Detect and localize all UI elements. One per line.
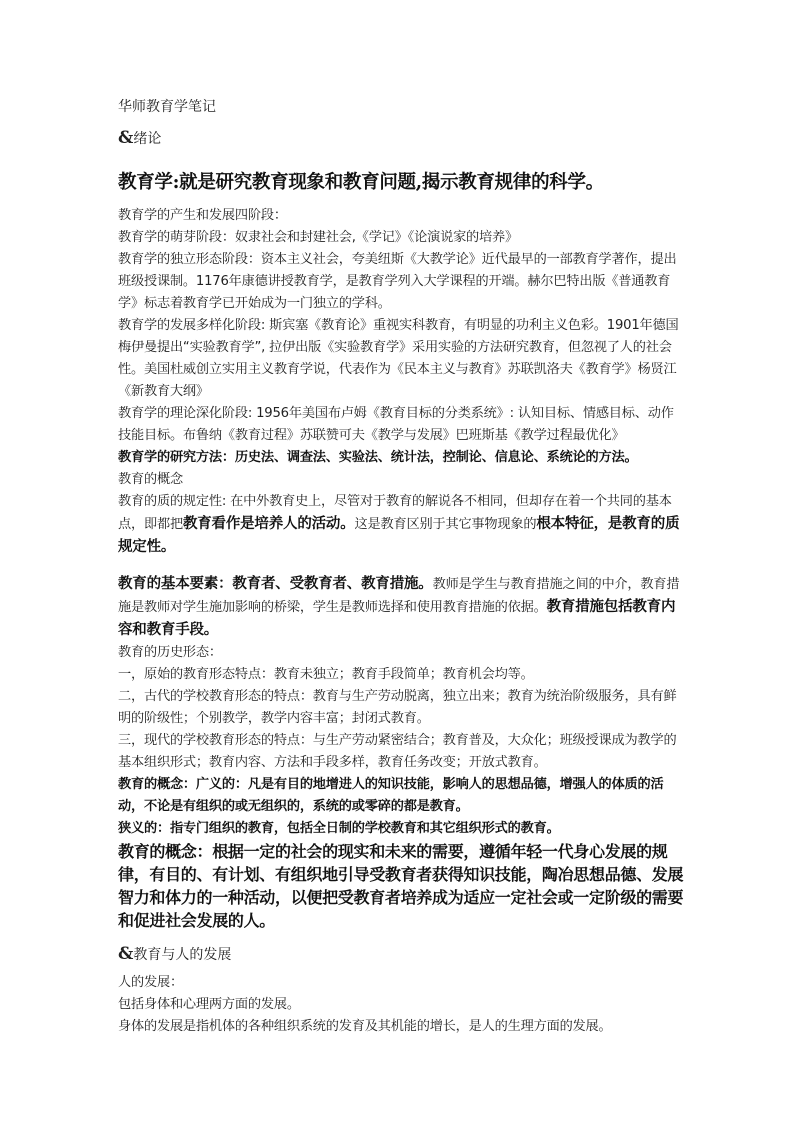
research-methods: 教育学的研究方法：历史法、调查法、实验法、统计法，控制论、信息论、系统论的方法。 bbox=[118, 450, 638, 465]
broad-concept: 教育的概念：广义的：凡是有目的地增进人的知识技能，影响人的思想品德，增强人的体质的活动，不论是有组织的或无组织的，系统的或零碎的都是教育。 bbox=[118, 777, 664, 814]
history-3: 三，现代的学校教育形态的特点：与生产劳动紧密结合；教育普及，大众化；班级授课成为教学的基本组织形式；教育内容、方法和手段多样，教育任务改变；开放式教育。 bbox=[118, 733, 677, 770]
stage-4: 教育学的理论深化阶段: 1956年美国布卢姆《教育目标的分类系统》: 认知目标、情感目标、动作技能目标。布鲁纳《教育过程》苏联赞可夫《教学与发展》巴班斯基《教学过程最优化》 bbox=[118, 406, 674, 443]
section-heading-intro bbox=[118, 128, 684, 148]
quality-lead: 教育的质的规定性: 在中外教育史上，尽管对于教育的解说各不相同，但却存在着一个共同的基本点，即都把 bbox=[118, 494, 672, 532]
headline-definition: 教育学:就是研究教育现象和教育问题,揭示教育规律的科学。 bbox=[118, 172, 604, 193]
education-definition: 教育的概念：根据一定的社会的现实和未来的需要，遵循年轻一代身心发展的规律，有目的、有计划、有组织地引导受教育者获得知识技能，陶冶思想品德、发展智力和体力的一种活动，以便把受教育者培养成为适应一定社会或一定阶级的需要和促进社会发展的人。 bbox=[118, 842, 684, 930]
ampersand-mark: & bbox=[118, 128, 134, 148]
quality-mid: 这是教育区别于其它事物现象的 bbox=[354, 517, 537, 532]
elements-paragraph bbox=[118, 573, 684, 642]
narrow-concept: 狭义的：指专门组织的教育，包括全日制的学校教育和其它组织形式的教育。 bbox=[118, 821, 560, 836]
development-3: 身体的发展是指机体的各种组织系统的发育及其机能的增长，是人的生理方面的发展。 bbox=[118, 1019, 612, 1034]
section-heading-development bbox=[118, 944, 684, 964]
stage-1: 教育学的萌芽阶段：奴隶社会和封建社会,《学记》《论演说家的培养》 bbox=[118, 230, 519, 245]
development-2: 包括身体和心理两方面的发展。 bbox=[118, 997, 300, 1012]
stages-intro: 教育学的产生和发展四阶段： bbox=[118, 208, 287, 223]
history-2: 二，古代的学校教育形态的特点：教育与生产劳动脱离，独立出来；教育为统治阶级服务，具有鲜明的阶级性；个别教学，教学内容丰富；封闭式教育。 bbox=[118, 689, 677, 726]
document-page bbox=[118, 96, 684, 1038]
document-title: 华师教育学笔记 bbox=[118, 99, 216, 115]
elements-bold-1: 教育的基本要素：教育者、受教育者、教育措施。 bbox=[118, 576, 433, 592]
elements-bold-2: 教育措施包括教育内容和教育手段。 bbox=[118, 599, 676, 638]
section-label: 绪论 bbox=[133, 131, 162, 147]
elements-text: 教师是学生与教育措施之间的中介，教育措施是教师对学生施加影响的桥梁，学生是教师选择和使用教育措施的依据。 bbox=[118, 577, 680, 615]
quality-bold-1: 教育看作是培养人的活动。 bbox=[182, 516, 355, 532]
section-label: 教育与人的发展 bbox=[133, 947, 232, 963]
stage-2: 教育学的独立形态阶段：资本主义社会，夸美纽斯《大教学论》近代最早的一部教育学著作，提出班级授课制。1176年康德讲授教育学，是教育学列入大学课程的开端。赫尔巴特出版《普通教育学》标志着教育学已开始成为一门独立的学科。 bbox=[118, 252, 677, 311]
ampersand-mark: & bbox=[118, 944, 134, 964]
history-intro: 教育的历史形态： bbox=[118, 645, 222, 660]
quality-bold-2: 根本特征，是教育的质规定性。 bbox=[118, 516, 680, 555]
history-1: 一，原始的教育形态特点：教育未独立；教育手段简单；教育机会均等。 bbox=[118, 667, 534, 682]
development-1: 人的发展： bbox=[118, 975, 183, 990]
concept-heading: 教育的概念 bbox=[118, 472, 183, 487]
quality-paragraph bbox=[118, 491, 684, 559]
stage-3: 教育学的发展多样化阶段: 斯宾塞《教育论》重视实科教育，有明显的功利主义色彩。1901年德国梅伊曼提出“实验教育学”, 拉伊出版《实验教育学》采用实验的方法研究教育，但忽视了人的社会性。美国杜威创立实用主义教育学说，代表作为《民本主义与教育》苏联凯洛夫《教育学》杨贤江《新教育大纲》 bbox=[118, 318, 679, 399]
